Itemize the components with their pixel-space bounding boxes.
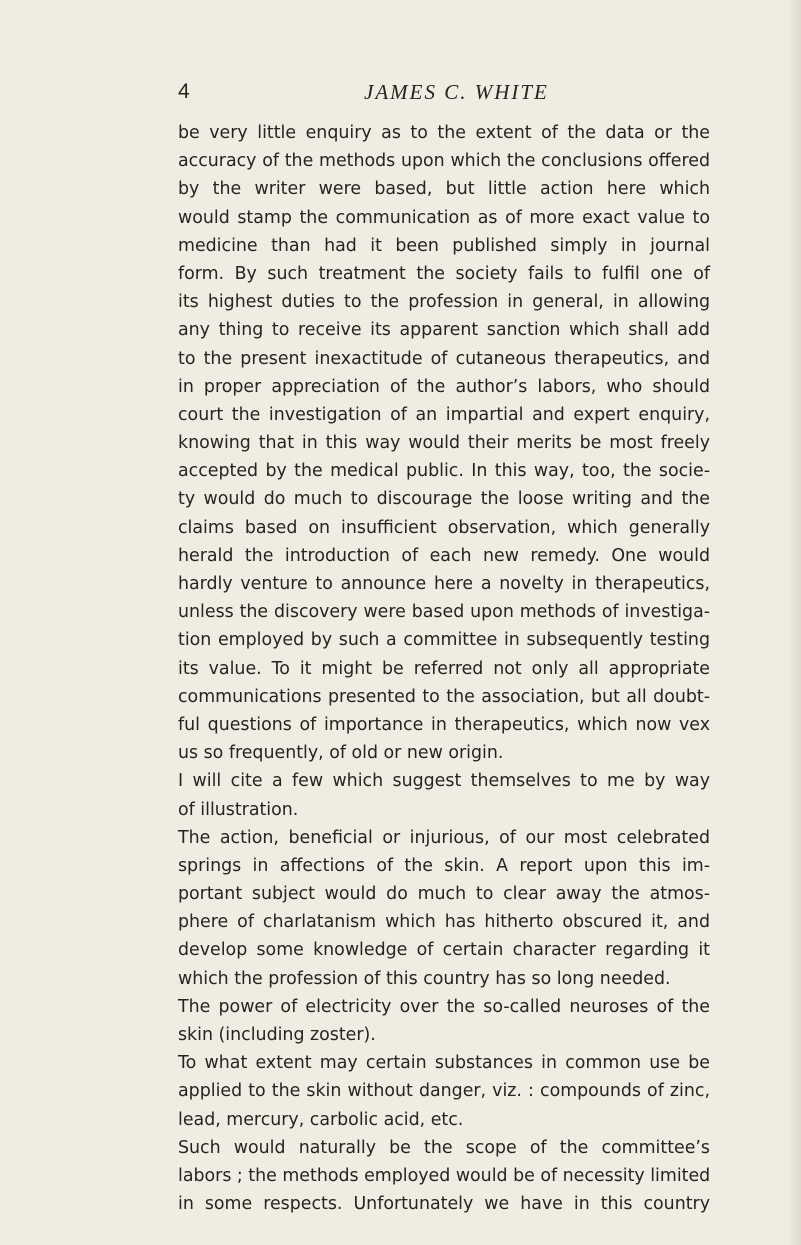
running-title: JAMES C. WHITE (364, 80, 549, 104)
page-number: 4 (178, 80, 190, 103)
paragraph-start-line: Such would naturally be the scope of the committee’s (178, 1137, 710, 1158)
text-line: springs in affections of the skin. A report upon this im- (178, 855, 710, 876)
text-line: form. By such treatment the society fails to fulfil one of (178, 263, 710, 284)
text-line: skin (including zoster). (178, 1025, 376, 1045)
text-line: applied to the skin without danger, viz. : compounds of zinc, (178, 1081, 710, 1102)
paragraph-start-line: The action, beneficial or injurious, of our most celebrated (178, 827, 710, 848)
text-line: court the investigation of an impartial and expert enquiry, (178, 404, 710, 425)
text-line: hardly venture to announce here a novelty in therapeutics, (178, 574, 710, 594)
text-line: its value. To it might be referred not only all appropriate (178, 658, 710, 679)
text-line: would stamp the communication as of more exact value to (178, 207, 710, 228)
page-edge-shadow (787, 0, 801, 1245)
paragraph-start-line: I will cite a few which suggest themselves to me by way (178, 771, 710, 792)
text-line: by the writer were based, but little action here which (178, 179, 710, 200)
text-line: ful questions of importance in therapeutics, which now vex (178, 714, 710, 735)
text-line: in some respects. Unfortunately we have in this country (178, 1194, 710, 1215)
paragraph-start-line: To what extent may certain substances in common use be (178, 1053, 710, 1074)
text-line: which the profession of this country has so long needed. (178, 968, 671, 989)
text-line: accuracy of the methods upon which the conclusions offered (178, 151, 710, 172)
text-line: labors ; the methods employed would be of necessity limited (178, 1165, 711, 1186)
body-text (178, 119, 710, 1218)
text-line: to the present inexactitude of cutaneous therapeutics, and (178, 348, 710, 369)
text-line: communications presented to the association, but all doubt- (178, 686, 710, 707)
text-line: ty would do much to discourage the loose writing and the (178, 489, 710, 510)
text-line: be very little enquiry as to the extent of the data or the (178, 123, 710, 143)
text-line: accepted by the medical public. In this way, too, the socie- (178, 461, 710, 482)
text-line: develop some knowledge of certain character regarding it (178, 940, 710, 961)
text-line: portant subject would do much to clear away the atmos- (178, 884, 710, 905)
text-line: its highest duties to the profession in general, in allowing (178, 292, 710, 313)
paragraph-start-line: The power of electricity over the so-called neuroses of the (178, 996, 710, 1017)
text-line: unless the discovery were based upon methods of investiga- (178, 602, 710, 623)
running-head (178, 78, 710, 106)
text-line: medicine than had it been published simply in journal (178, 235, 710, 256)
text-line: tion employed by such a committee in subsequently testing (178, 630, 710, 651)
text-line: lead, mercury, carbolic acid, etc. (178, 1109, 464, 1130)
text-line: in proper appreciation of the author’s labors, who should (178, 376, 710, 397)
text-line: herald the introduction of each new remedy. One would (178, 545, 710, 566)
text-line: phere of charlatanism which has hitherto obscured it, and (178, 912, 710, 933)
text-line: us so frequently, of old or new origin. (178, 743, 504, 764)
text-line: any thing to receive its apparent sanction which shall add (178, 320, 710, 341)
text-line: claims based on insufficient observation, which generally (178, 517, 710, 538)
text-line: knowing that in this way would their merits be most freely (178, 433, 710, 454)
text-line: of illustration. (178, 799, 299, 820)
